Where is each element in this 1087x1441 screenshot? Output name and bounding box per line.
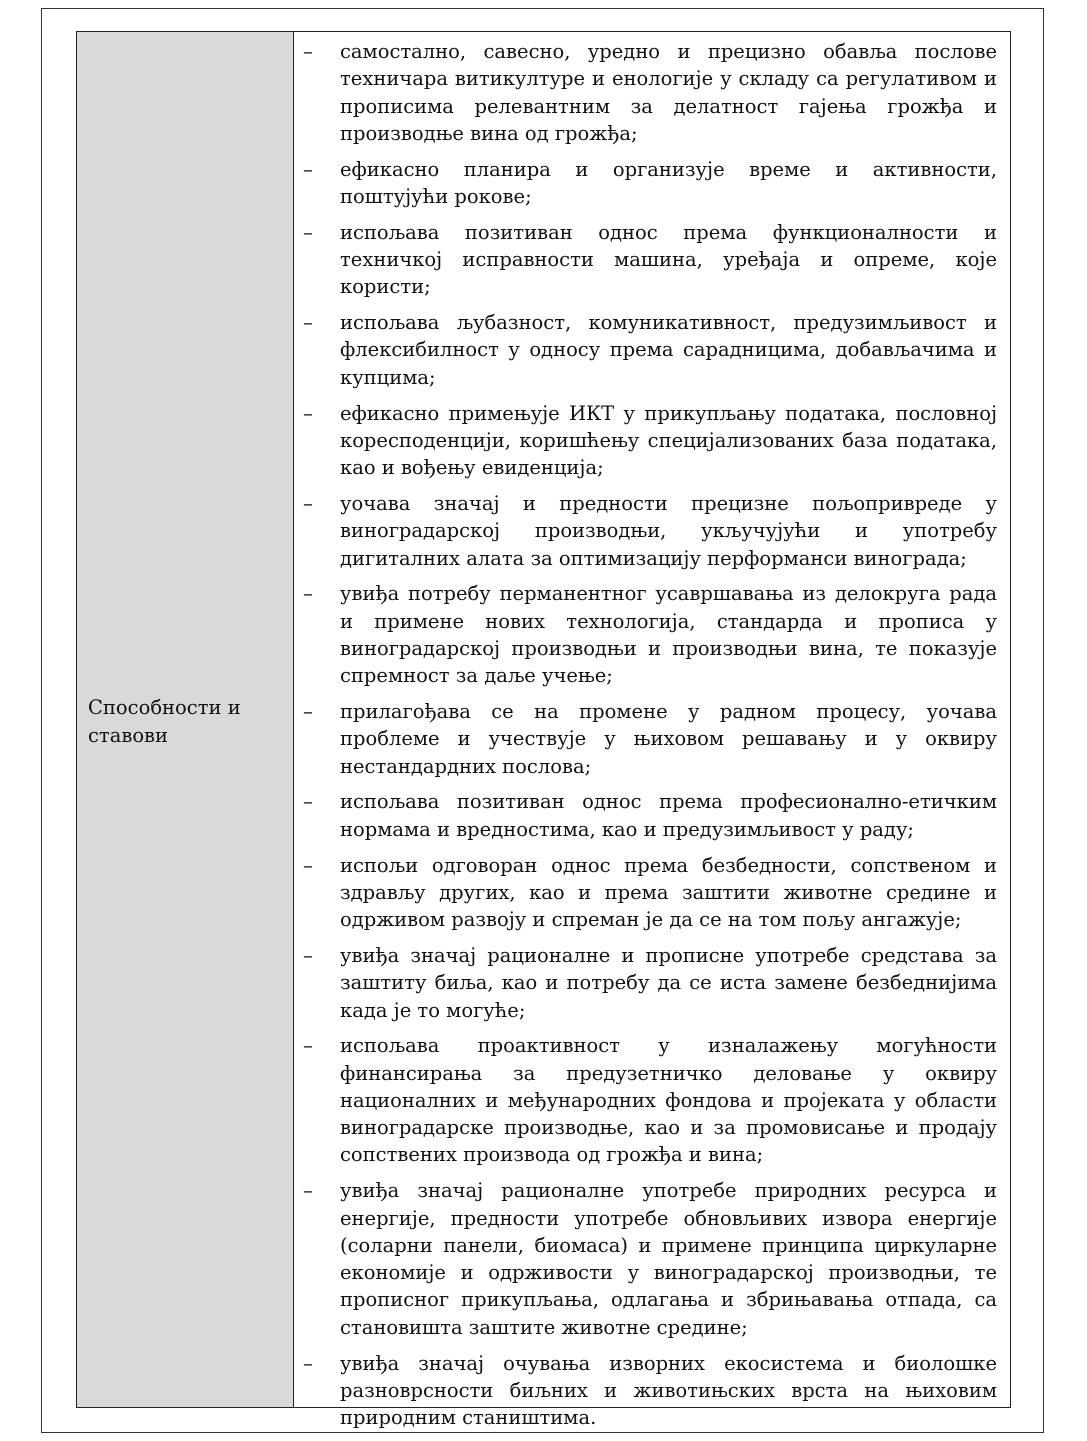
dash-bullet: –	[303, 1179, 313, 1203]
list-item	[303, 38, 997, 147]
dash-bullet: –	[303, 491, 313, 515]
dash-bullet: –	[303, 1034, 313, 1058]
list-item-text: испољи одговоран однос према безбедности, сопственом и здрављу других, као и према заштити животне средине и одрживом развоју и спреман је да се на том пољу ангажује;	[340, 853, 997, 932]
dash-bullet: –	[303, 943, 313, 967]
list-item-text: увиђа значај рационалне употребе природних ресурса и енергије, предности употребе обновљивих извора енергије (соларни панели, биомаса) и примене принципа циркуларне економије и одрживости у виноградарској производњи, те прописног прикупљања, одлагања и збрињавања отпада, са становишта заштите животне средине;	[340, 1179, 997, 1339]
label-cell	[77, 32, 294, 1407]
list-item	[303, 309, 997, 391]
list-item	[303, 156, 997, 211]
row-label: Способности и ставови	[88, 695, 241, 747]
list-item	[303, 788, 997, 843]
dash-bullet: –	[303, 157, 313, 181]
list-item-text: самостално, савесно, уредно и прецизно обавља послове техничара витикултуре и енологије у складу са регулативом и прописима релевантним за делатност гајења грожђа и производње вина од грожђа;	[340, 40, 997, 145]
list-item	[303, 400, 997, 482]
list-item	[303, 1177, 997, 1341]
list-item-text: увиђа значај очувања изворних екосистема и биолошке разноврсности биљних и животињских врста на њиховим природним стаништима.	[340, 1351, 997, 1430]
list-item-text: увиђа потребу перманентног усавршавања из делокруга рада и примене нових технологија, стандарда и прописа у виноградарској производњи и производњи вина, те показује спремност за даље учење;	[340, 582, 997, 688]
list-item-text: испољава љубазност, комуникативност, предузимљивост и флексибилност у односу према сарадницима, добављачима и купцима;	[340, 311, 997, 389]
dash-bullet: –	[303, 790, 313, 814]
list-item	[303, 1350, 997, 1432]
list-item	[303, 580, 997, 689]
list-item-text: прилагођава се на промене у радном процесу, уочава проблеме и учествује у њиховом решавању и у оквиру нестандардних послова;	[340, 700, 997, 778]
list-item	[303, 490, 997, 572]
competence-table	[76, 31, 1011, 1430]
list-item-text: ефикасно планира и организује време и активности, поштујући рокове;	[340, 157, 997, 208]
list-item-text: испољава позитиван однос према функционалности и техничкој исправности машина, уређаја и опреме, које користи;	[340, 220, 997, 299]
list-item-text: испољава проактивност у изналажењу могућности финансирања за предузетничко деловање у оквиру националних и међународних фондова и пројеката у области виноградарске производње, као и за промовисање и продају сопствених производа од грожђа и вина;	[340, 1034, 997, 1167]
dash-bullet: –	[303, 582, 313, 606]
dash-bullet: –	[303, 40, 313, 63]
dash-bullet: –	[303, 853, 313, 877]
abilities-list	[303, 38, 997, 1431]
list-item-text: увиђа значај рационалне и прописне употребе средстава за заштиту биља, као и потребу да се иста замене безбеднијима када је то могуће;	[340, 943, 997, 1022]
list-item	[303, 1032, 997, 1168]
list-item-text: уочава значај и предности прецизне пољопривреде у виноградарској производњи, укључујући и употребу дигиталних алата за оптимизацију перформанси винограда;	[340, 491, 997, 570]
list-item	[303, 942, 997, 1024]
list-item	[303, 852, 997, 934]
dash-bullet: –	[303, 1351, 313, 1375]
list-item-text: испољава позитиван однос према професионално-етичким нормама и вредностима, као и предузимљивост у раду;	[340, 790, 997, 841]
list-item-text: ефикасно примењује ИКТ у прикупљању података, пословној коресподенцији, коришћењу специјализованих база података, као и вођењу евиденција;	[340, 401, 997, 480]
dash-bullet: –	[303, 220, 313, 244]
dash-bullet: –	[303, 401, 313, 425]
list-item	[303, 219, 997, 301]
content-cell	[294, 32, 1010, 1430]
dash-bullet: –	[303, 700, 313, 724]
list-item	[303, 698, 997, 780]
dash-bullet: –	[303, 311, 313, 335]
